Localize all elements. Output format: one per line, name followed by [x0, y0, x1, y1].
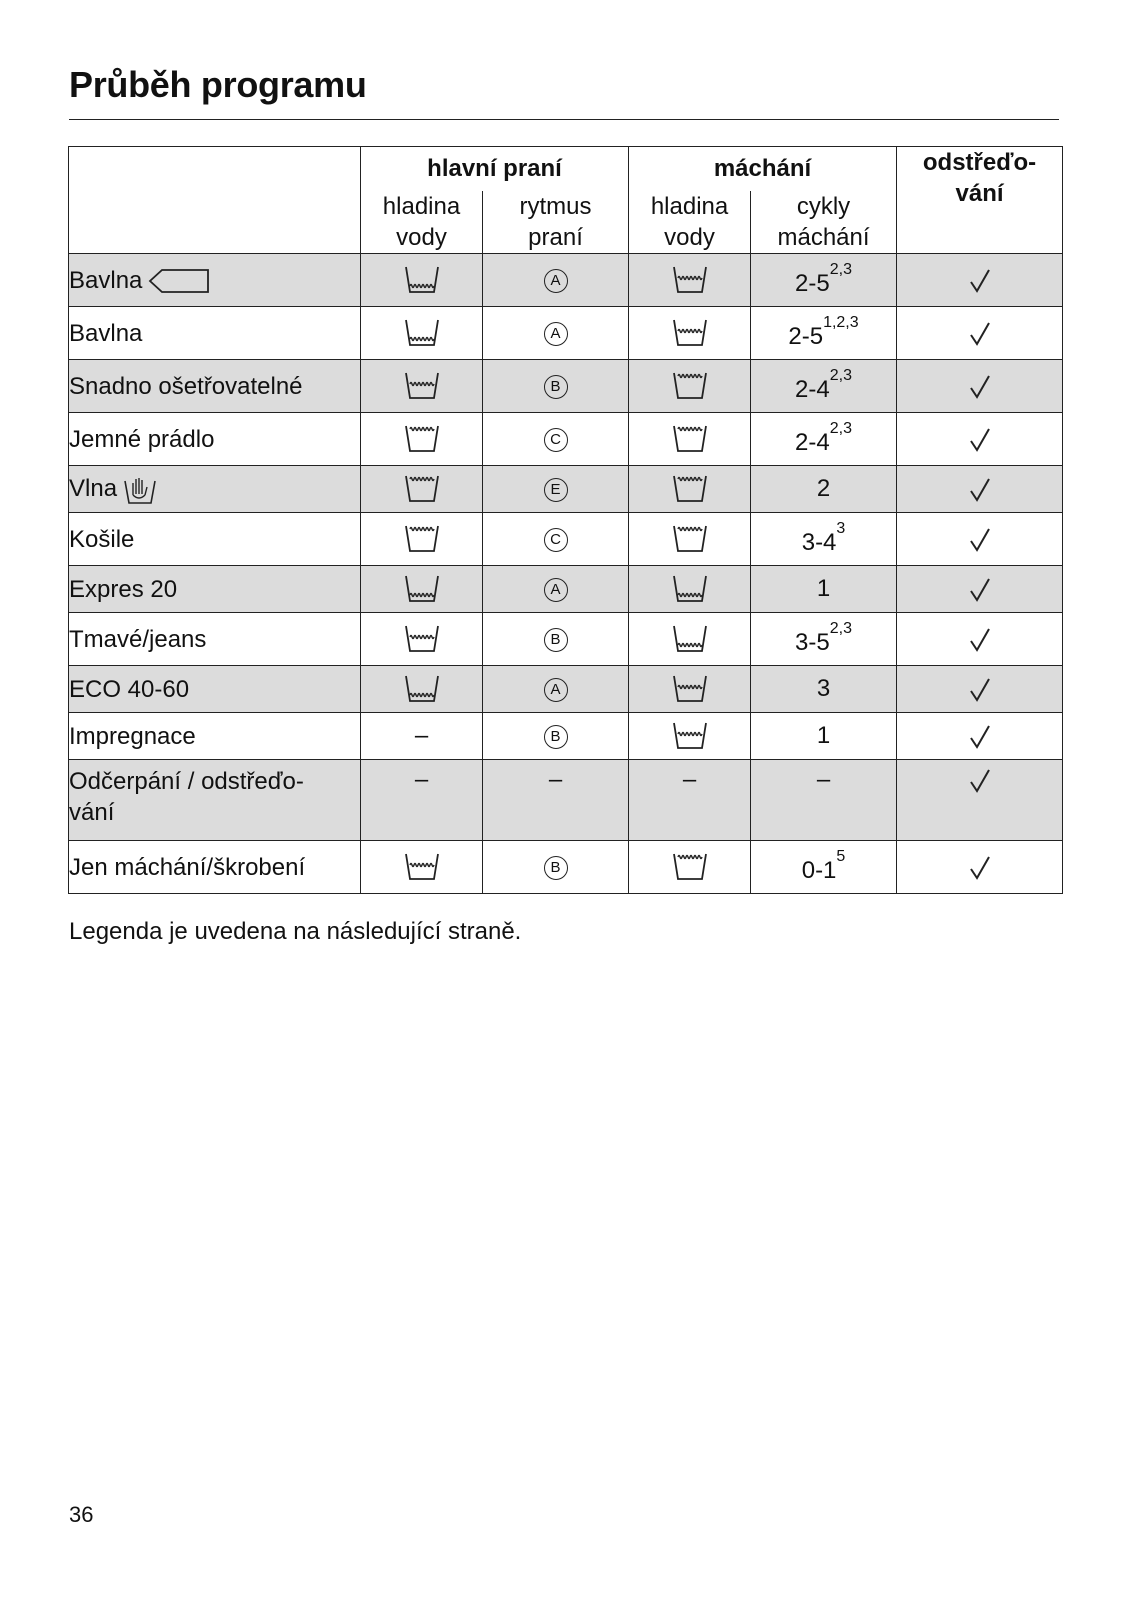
program-name: Tmavé/jeans	[69, 625, 207, 653]
main-rhythm-cell	[483, 841, 629, 894]
main-water-level-cell	[361, 413, 483, 466]
program-name: Košile	[69, 525, 135, 553]
spin-cell	[897, 613, 1063, 666]
table-row	[69, 307, 1063, 360]
rinse-cycles-value: 3-5	[795, 629, 830, 656]
checkmark-icon	[969, 577, 991, 603]
checkmark-icon	[969, 527, 991, 553]
water-level-full-icon	[672, 424, 708, 454]
main-rhythm-cell	[483, 713, 629, 760]
rinse-cycles-cell	[751, 713, 897, 760]
main-water-level-cell	[361, 713, 483, 760]
table-row	[69, 841, 1063, 894]
rinse-cycles-value: –	[816, 766, 831, 793]
rinse-water-level-cell	[629, 254, 751, 307]
program-name-cell	[69, 307, 361, 360]
spin-cell	[897, 513, 1063, 566]
checkmark-icon	[969, 724, 991, 750]
water-level-full-icon	[672, 371, 708, 401]
title-divider	[69, 119, 1059, 120]
water-level-full-icon	[404, 524, 440, 554]
rinse-water-level-cell	[629, 841, 751, 894]
rinse-cycles-cell	[751, 513, 897, 566]
water-level-mid-icon	[404, 371, 440, 401]
footnote-reference: 2,3	[829, 420, 852, 437]
water-level-mid-icon	[404, 852, 440, 882]
program-name: Bavlna	[69, 319, 143, 347]
header-spin	[897, 147, 1063, 254]
footnote-reference: 2,3	[829, 261, 852, 278]
rinse-cycles-cell	[751, 413, 897, 466]
spin-cell	[897, 760, 1063, 841]
page-number: 36	[69, 1502, 94, 1527]
program-name: Impregnace	[69, 722, 196, 750]
main-rhythm-cell	[483, 513, 629, 566]
rinse-cycles-value: 2-4	[795, 429, 830, 456]
main-rhythm-cell	[483, 666, 629, 713]
footnote-reference: 2,3	[829, 367, 852, 384]
header-rinse: máchání	[629, 147, 897, 192]
rinse-water-level-cell	[629, 413, 751, 466]
table-row	[69, 713, 1063, 760]
checkmark-icon	[969, 374, 991, 400]
program-name: Expres 20	[69, 575, 178, 603]
header-main-water-level: hladina vody	[361, 191, 483, 254]
rinse-water-level-cell	[629, 466, 751, 513]
spin-cell	[897, 713, 1063, 760]
program-name-cell	[69, 360, 361, 413]
main-water-level-cell	[361, 466, 483, 513]
spin-cell	[897, 666, 1063, 713]
handwash-icon	[123, 475, 157, 505]
rhythm-letter-icon: B	[544, 628, 568, 652]
program-name: ECO 40-60	[69, 675, 190, 703]
rinse-water-level-cell	[629, 666, 751, 713]
rinse-water-level-cell	[629, 713, 751, 760]
water-level-full-icon	[404, 424, 440, 454]
spin-cell	[897, 566, 1063, 613]
main-rhythm-cell	[483, 566, 629, 613]
header-main-wash: hlavní praní	[361, 147, 629, 192]
rinse-water-level-cell	[629, 360, 751, 413]
program-name-cell	[69, 413, 361, 466]
main-rhythm-cell	[483, 760, 629, 841]
rhythm-letter-icon: A	[544, 269, 568, 293]
page-title: Průběh programu	[69, 64, 367, 105]
water-level-full-icon	[672, 852, 708, 882]
main-water-level-cell	[361, 566, 483, 613]
water-level-mid-icon	[672, 721, 708, 751]
program-name-cell	[69, 466, 361, 513]
water-level-low-icon	[404, 574, 440, 604]
main-water-level-cell	[361, 254, 483, 307]
program-name-cell	[69, 666, 361, 713]
table-row	[69, 513, 1063, 566]
rinse-cycles-value: 2-5	[795, 270, 830, 297]
main-water-level-cell	[361, 666, 483, 713]
footnote-reference: 3	[836, 520, 846, 537]
dash-mark: –	[682, 766, 697, 793]
water-level-full-icon	[672, 524, 708, 554]
rhythm-letter-icon: A	[544, 578, 568, 602]
main-rhythm-cell	[483, 307, 629, 360]
water-level-full-icon	[672, 474, 708, 504]
rinse-water-level-cell	[629, 566, 751, 613]
spin-cell	[897, 360, 1063, 413]
program-name: Vlna	[69, 475, 118, 503]
program-name: Odčerpání / odstřeďo- vání	[69, 768, 304, 826]
main-water-level-cell	[361, 613, 483, 666]
rinse-cycles-value: 2-5	[788, 323, 824, 350]
table-row	[69, 360, 1063, 413]
header-spin-label: odstřeďo- vání	[922, 149, 1037, 207]
program-name: Jemné prádlo	[69, 425, 215, 453]
main-water-level-cell	[361, 760, 483, 841]
rinse-cycles-cell	[751, 360, 897, 413]
rinse-cycles-value: 3	[816, 675, 831, 702]
spin-cell	[897, 413, 1063, 466]
rinse-cycles-value: 2-4	[795, 376, 830, 403]
rinse-cycles-value: 2	[816, 475, 831, 502]
water-level-mid-icon	[672, 674, 708, 704]
rinse-cycles-cell	[751, 307, 897, 360]
header-main-rhythm: rytmus praní	[483, 191, 629, 254]
rhythm-letter-icon: E	[544, 478, 568, 502]
program-name: Jen máchání/škrobení	[69, 853, 306, 881]
spin-cell	[897, 841, 1063, 894]
long-tag-icon	[148, 267, 210, 295]
rinse-cycles-cell	[751, 566, 897, 613]
rhythm-letter-icon: B	[544, 725, 568, 749]
checkmark-icon	[969, 768, 991, 794]
main-water-level-cell	[361, 307, 483, 360]
table-row	[69, 760, 1063, 841]
rinse-cycles-cell	[751, 841, 897, 894]
program-name-cell	[69, 254, 361, 307]
program-name-cell	[69, 713, 361, 760]
rinse-water-level-cell	[629, 760, 751, 841]
rinse-water-level-cell	[629, 513, 751, 566]
rhythm-letter-icon: A	[544, 322, 568, 346]
program-name: Snadno ošetřovatelné	[69, 372, 303, 400]
rinse-water-level-cell	[629, 613, 751, 666]
checkmark-icon	[969, 268, 991, 294]
main-water-level-cell	[361, 513, 483, 566]
table-row	[69, 466, 1063, 513]
table-row	[69, 413, 1063, 466]
spin-cell	[897, 466, 1063, 513]
table-row	[69, 613, 1063, 666]
checkmark-icon	[969, 855, 991, 881]
rinse-cycles-value: 1	[816, 575, 831, 602]
main-rhythm-cell	[483, 413, 629, 466]
program-name-cell	[69, 841, 361, 894]
rinse-water-level-cell	[629, 307, 751, 360]
rhythm-letter-icon: A	[544, 678, 568, 702]
program-name: Bavlna	[69, 266, 143, 294]
footnote-reference: 5	[836, 848, 846, 865]
water-level-low-icon	[404, 318, 440, 348]
rinse-cycles-cell	[751, 760, 897, 841]
main-rhythm-cell	[483, 466, 629, 513]
rinse-cycles-value: 1	[816, 722, 831, 749]
header-rinse-water-level: hladina vody	[629, 191, 751, 254]
table-row	[69, 666, 1063, 713]
rinse-cycles-value: 0-1	[801, 857, 837, 884]
rinse-cycles-cell	[751, 613, 897, 666]
header-rinse-cycles: cykly máchání	[751, 191, 897, 254]
program-sequence-table	[68, 146, 1063, 894]
table-row	[69, 566, 1063, 613]
program-name-cell	[69, 760, 361, 841]
main-rhythm-cell	[483, 254, 629, 307]
checkmark-icon	[969, 427, 991, 453]
water-level-full-icon	[404, 474, 440, 504]
water-level-high-icon	[672, 318, 708, 348]
water-level-low-icon	[404, 265, 440, 295]
main-rhythm-cell	[483, 613, 629, 666]
rinse-cycles-cell	[751, 254, 897, 307]
rhythm-letter-icon: B	[544, 856, 568, 880]
rhythm-letter-icon: C	[544, 528, 568, 552]
rinse-cycles-cell	[751, 466, 897, 513]
program-name-cell	[69, 513, 361, 566]
table-row	[69, 254, 1063, 307]
program-name-cell	[69, 566, 361, 613]
water-level-low-icon	[404, 674, 440, 704]
rhythm-letter-icon: C	[544, 428, 568, 452]
rinse-cycles-value: 3-4	[801, 529, 837, 556]
checkmark-icon	[969, 627, 991, 653]
program-name-cell	[69, 613, 361, 666]
spin-cell	[897, 254, 1063, 307]
main-water-level-cell	[361, 841, 483, 894]
footnote-reference: 2,3	[829, 620, 852, 637]
water-level-low-icon	[672, 574, 708, 604]
spin-cell	[897, 307, 1063, 360]
rhythm-letter-icon: B	[544, 375, 568, 399]
main-water-level-cell	[361, 360, 483, 413]
header-empty-cell	[69, 147, 361, 254]
dash-mark: –	[414, 722, 429, 749]
checkmark-icon	[969, 477, 991, 503]
legend-note: Legenda je uvedena na následující straně.	[69, 918, 522, 945]
rinse-cycles-cell	[751, 666, 897, 713]
water-level-mid-icon	[404, 624, 440, 654]
main-rhythm-cell	[483, 360, 629, 413]
dash-mark: –	[414, 766, 429, 793]
water-level-low-icon	[672, 624, 708, 654]
dash-mark: –	[548, 766, 563, 793]
water-level-high-icon	[672, 265, 708, 295]
checkmark-icon	[969, 677, 991, 703]
footnote-reference: 1,2,3	[823, 314, 859, 331]
checkmark-icon	[969, 321, 991, 347]
